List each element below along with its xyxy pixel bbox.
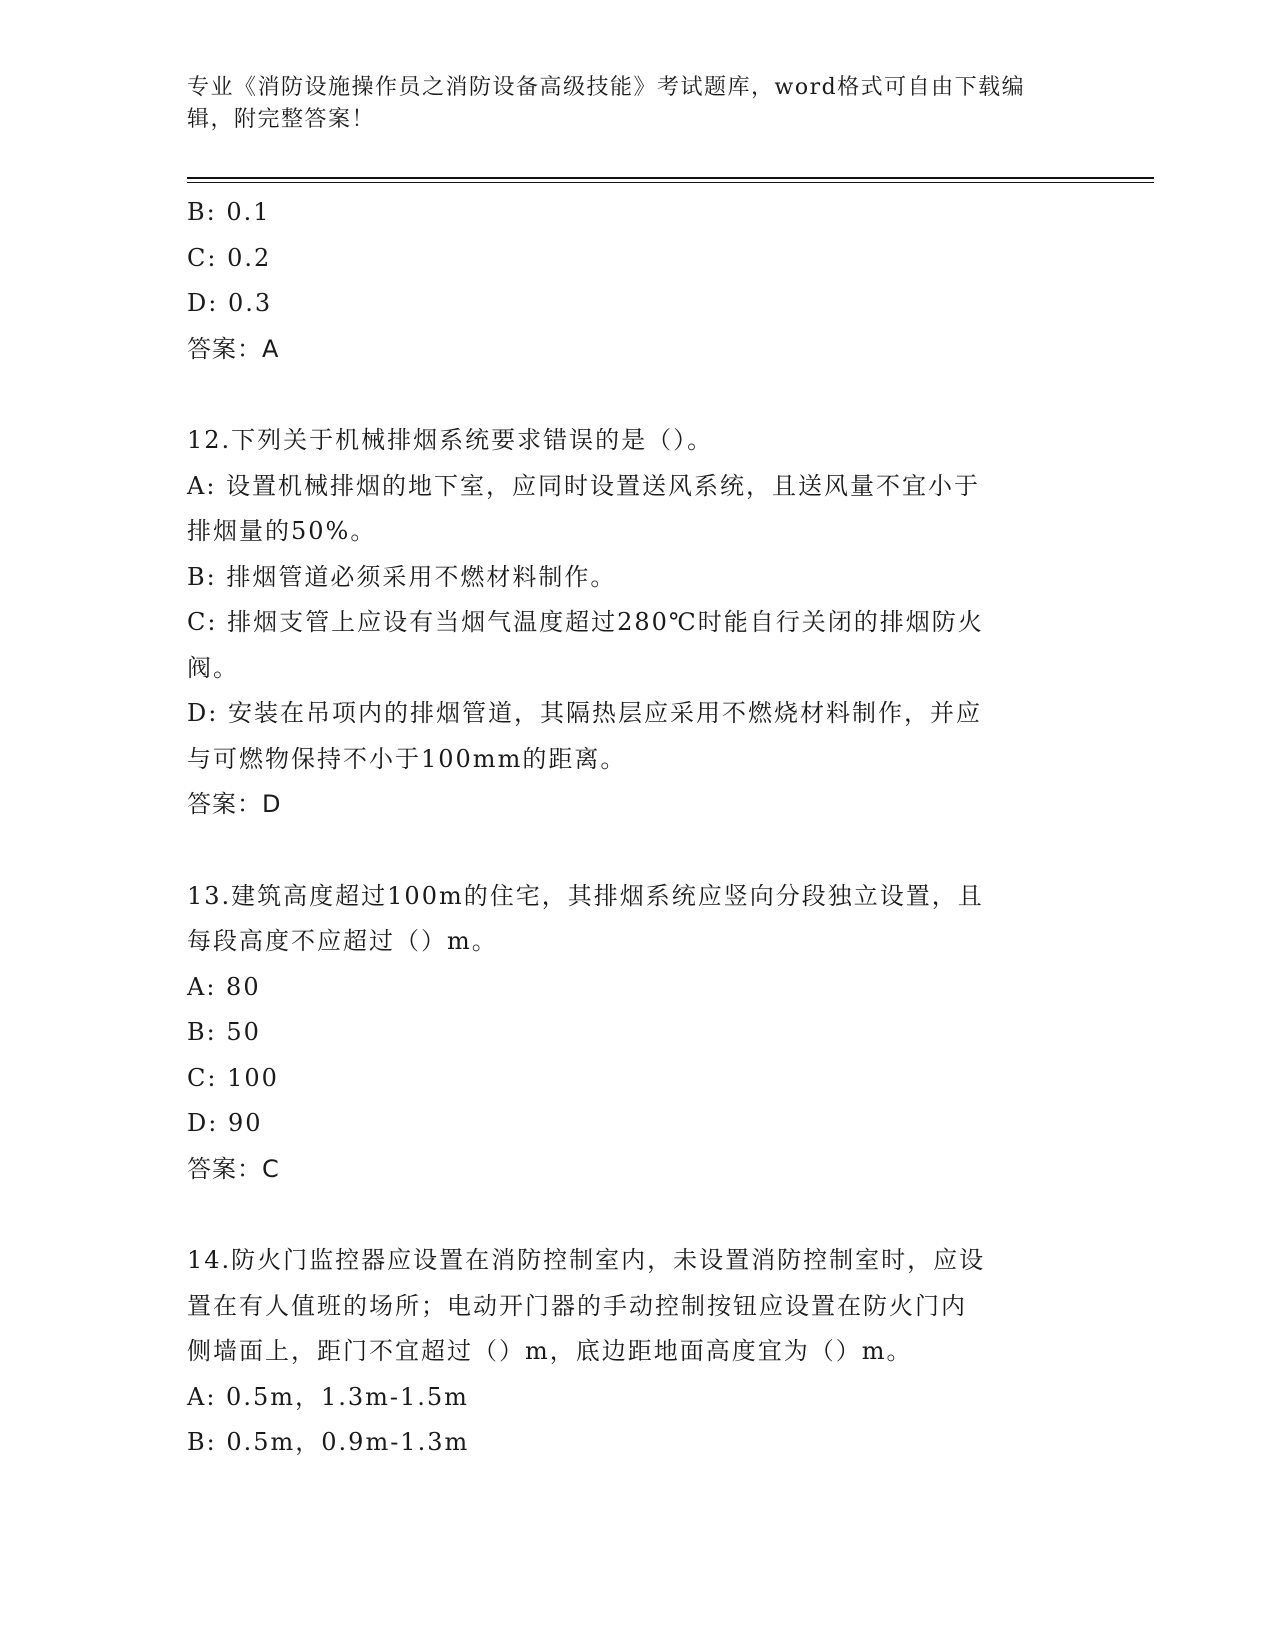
question-stem: 12.下列关于机械排烟系统要求错误的是（）。 [187, 426, 714, 454]
question-stem-continued: 每段高度不应超过（）m。 [187, 927, 498, 955]
question-12 [187, 418, 1087, 828]
option-b: B: 0.1 [187, 198, 271, 226]
question-stem-continued: 侧墙面上，距门不宜超过（）m，底边距地面高度宜为（）m。 [187, 1337, 913, 1365]
option-a-continued: 排烟量的50%。 [187, 517, 377, 545]
spacer [187, 828, 1087, 874]
question-stem-continued: 置在有人值班的场所；电动开门器的手动控制按钮应设置在防火门内 [187, 1291, 967, 1320]
option-d: D: 安装在吊项内的排烟管道，其隔热层应采用不燃烧材料制作，并应 [187, 699, 982, 727]
option-d: D: 90 [187, 1109, 263, 1137]
option-a: A: 80 [187, 972, 261, 1001]
option-c: C: 0.2 [187, 243, 272, 272]
option-b: B: 50 [187, 1018, 261, 1046]
option-b: B: 0.5m，0.9m-1.3m [187, 1428, 470, 1456]
option-a: A: 0.5m，1.3m-1.5m [187, 1382, 469, 1411]
answer-line: 答案：D [187, 790, 282, 818]
option-c: C: 100 [187, 1063, 279, 1092]
header-rule-thin [187, 182, 1154, 183]
spacer [187, 372, 1087, 418]
question-11-continued [187, 190, 1087, 372]
spacer [187, 1192, 1087, 1238]
option-d: D: 0.3 [187, 289, 273, 317]
option-b: B: 排烟管道必须采用不燃材料制作。 [187, 562, 617, 591]
option-c: C: 排烟支管上应设有当烟气温度超过280℃时能自行关闭的排烟防火 [187, 608, 984, 636]
header-rule-thick [187, 177, 1154, 179]
question-stem: 14.防火门监控器应设置在消防控制室内，未设置消防控制室时，应设 [187, 1246, 986, 1274]
question-stem: 13.建筑高度超过100m的住宅，其排烟系统应竖向分段独立设置，且 [187, 881, 984, 910]
option-c-continued: 阀。 [187, 653, 239, 682]
header-line-2: 辑，附完整答案！ [187, 107, 376, 132]
question-13 [187, 874, 1087, 1193]
document-header [187, 72, 1067, 136]
question-content [187, 190, 1087, 1466]
option-d-continued: 与可燃物保持不小于100mm的距离。 [187, 744, 627, 773]
answer-line: 答案：C [187, 1154, 280, 1183]
question-14 [187, 1238, 1087, 1466]
option-a: A: 设置机械排烟的地下室，应同时设置送风系统，且送风量不宜小于 [187, 471, 981, 500]
header-line-1: 专业《消防设施操作员之消防设备高级技能》考试题库，word格式可自由下载编 [187, 75, 1026, 100]
answer-line: 答案：A [187, 334, 280, 363]
